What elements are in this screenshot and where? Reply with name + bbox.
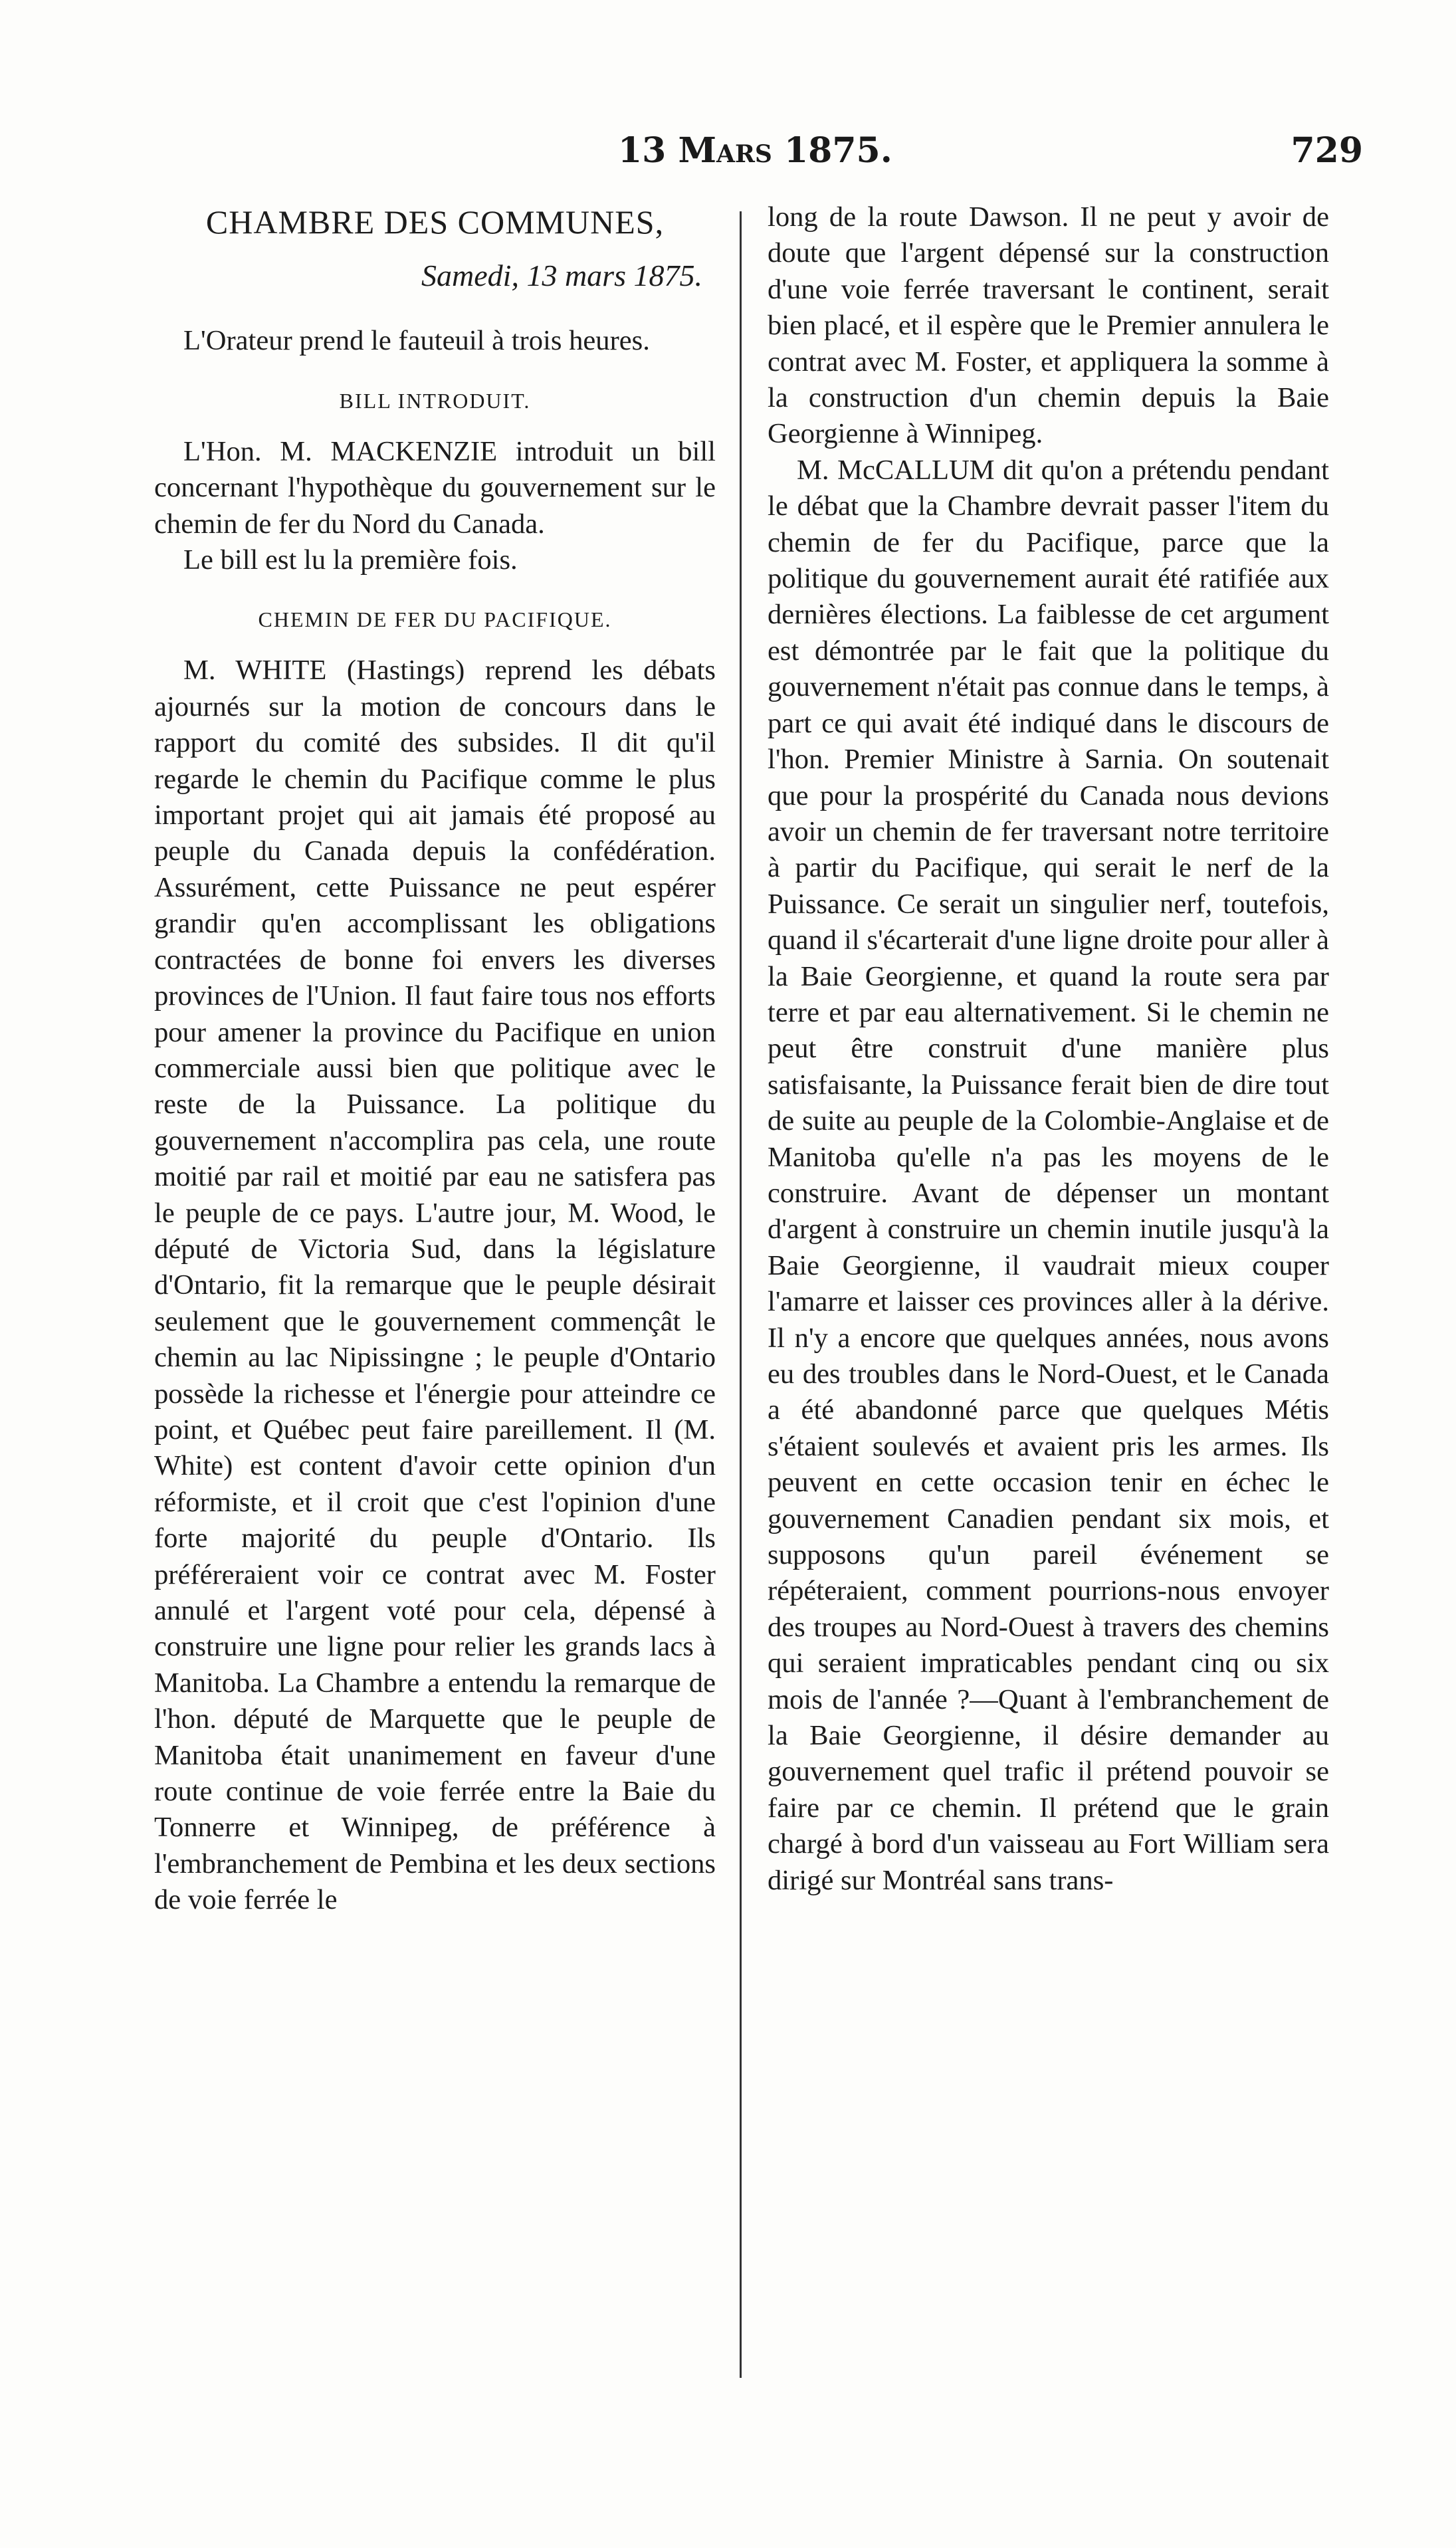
header-date: 13 Mars 1875.	[618, 130, 892, 171]
running-header	[0, 130, 1456, 183]
white-speech-continued: long de la route Dawson. Il ne peut y avoir de doute que l'argent dépensé sur la construction d'une voie ferrée traversant le continent, serait bien placé, et il espère que le Premier annulera le contrat avec M. Foster, et appliquera la somme à la construction d'un chemin depuis la Baie Georgienne à Winnipeg.	[768, 201, 1329, 450]
chamber-title: CHAMBRE DES COMMUNES,	[205, 203, 665, 241]
left-column	[154, 199, 716, 1919]
opening-paragraph: L'Orateur prend le fauteuil à trois heures.	[183, 325, 650, 357]
section-heading-pacific: CHEMIN DE FER DU PACIFIQUE.	[258, 607, 612, 632]
white-speech-paragraph: M. WHITE (Hastings) reprend les débats ajournés sur la motion de concours dans le rapport du comité des subsides. Il dit qu'il regarde le chemin du Pacifique comme le plus important projet qui ait jamais été proposé au peuple du Canada depuis la confédération. Assurément, cette Puissance ne peut espérer grandir qu'en accomplissant les obligations contractées de bonne foi envers les diverses provinces de l'Union. Il faut faire tous nos efforts pour amener la province du Pacifique en union commerciale aussi bien que politique avec le reste de la Puissance. La politique du gouvernement n'accomplira pas cela, une route moitié par rail et moitié par eau ne satisfera pas le peuple de ce pays. L'autre jour, M. Wood, le député de Victoria Sud, dans la législature d'Ontario, fit la remarque que le peuple désirait seulement que le gouvernement commençât le chemin au lac Nipissingne ; le peuple d'Ontario possède la richesse et l'énergie pour atteindre ce point, et Québec peut faire pareillement. Il (M. White) est content d'avoir cette opinion d'un réformiste, et il croit que c'est l'opinion d'une forte majorité du peuple d'Ontario. Ils préféreraient voir ce contrat avec M. Foster annulé et l'argent voté pour cela, dépensé à construire une ligne pour relier les grands lacs à Manitoba. La Chambre a entendu la remarque de l'hon. député de Marquette que le peuple de Manitoba était unanimement en faveur d'une route continue de voie ferrée entre la Baie du Tonnerre et Winnipeg, de préférence à l'embranchement de Pembina et les deux sections de voie ferrée le	[154, 655, 716, 1916]
column-divider	[740, 211, 742, 2378]
page-number: 729	[1291, 130, 1363, 171]
mccallum-speech-paragraph: M. McCALLUM dit qu'on a prétendu pendant le débat que la Chambre devrait passer l'item du chemin de fer du Pacifique, parce que la politique du gouvernement aurait été ratifiée aux dernières élections. La faiblesse de cet argument est démontrée par le fait que la politique du gouvernement n'était pas connue dans le temps, à part ce qui avait été indiqué dans le discours de l'hon. Premier Ministre à Sarnia. On soutenait que pour la prospérité du Canada nous devions avoir un chemin de fer traversant notre territoire à partir du Pacifique, qui serait le nerf de la Puissance. Ce serait un singulier nerf, toutefois, quand il s'écarterait d'une ligne droite pour aller à la Baie Georgienne, et quand la route sera par terre et par eau alternativement. Si le chemin ne peut être construit d'une manière plus satisfaisante, la Puissance ferait bien de dire tout de suite au peuple de la Colombie-Anglaise et de Manitoba qu'elle n'a pas les moyens de le construire. Avant de dépenser un montant d'argent à construire un chemin inutile jusqu'à la Baie Georgienne, il vaudrait mieux couper l'amarre et laisser ces provinces aller à la dérive. Il n'y a encore que quelques années, nous avons eu des troubles dans le Nord-Ouest, et le Canada a été abandonné parce que quelques Métis s'étaient soulevés et avaient pris les armes. Ils peuvent en cette occasion tenir en échec le gouvernement Canadien pendant six mois, et supposons qu'un pareil événement se répéteraient, comment pourrions-nous envoyer des troupes au Nord-Ouest à travers des chemins qui seraient impraticables pendant cinq ou six mois de l'année ?—Quant à l'embranchement de la Baie Georgienne, il désire demander au gouvernement quel trafic il prétend pouvoir se faire par ce chemin. Il prétend que le grain chargé à bord d'un vaisseau au Fort William sera dirigé sur Montréal sans trans-	[768, 454, 1329, 1896]
bill-paragraph-1: L'Hon. M. MACKENZIE introduit un bill concernant l'hypothèque du gouvernement sur le chemin de fer du Nord du Canada.	[154, 435, 716, 540]
section-heading-bill: BILL INTRODUIT.	[339, 388, 531, 413]
sitting-dateline: Samedi, 13 mars 1875.	[421, 259, 702, 292]
right-column	[768, 199, 1329, 1899]
bill-paragraph-2: Le bill est lu la première fois.	[183, 544, 518, 576]
